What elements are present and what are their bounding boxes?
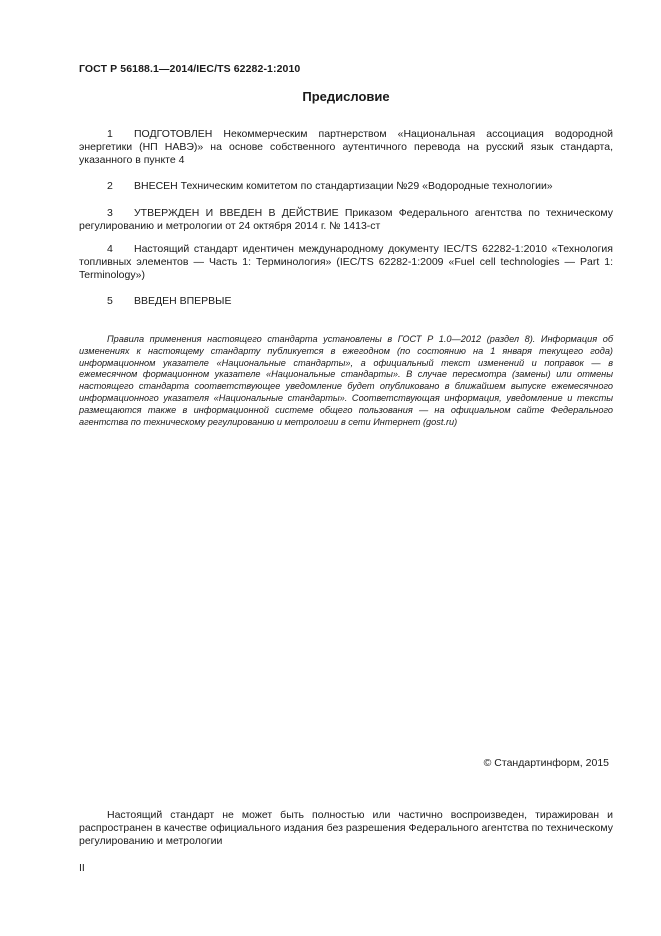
page-number: II — [79, 862, 85, 874]
page-title: Предисловие — [302, 89, 390, 104]
legal-paragraph: Настоящий стандарт не может быть полностью или частично воспроизведен, тиражирован и распространен в качестве официального издания без разрешения Федерального агентства по техническому регулированию и метрологии — [79, 809, 613, 847]
item-number: 2 — [107, 180, 113, 192]
copyright-text: © Стандартинформ, 2015 — [483, 757, 609, 769]
notice-paragraph: Правила применения настоящего стандарта установлены в ГОСТ Р 1.0—2012 (раздел 8). Информация об изменениях к настоящему стандарту публикуется в ежегодном (по состоянию на 1 января текущего года) информационном указателе «Национальные стандарты», а официальный текст изменений и поправок — в ежемесячном формационном указателе «Национальные стандарты». В случае пересмотра (замены) или отмены настоящего стандарта соответствующее уведомление будет опубликовано в ближайшем выпуске ежемесячного информационного указателя «Национальные стандарты». Соответствующая информация, уведомление и тексты размещаются также в информационной системе общего пользования — на официальном сайте Федерального агентства по техническому регулированию и метрологии в сети Интернет (gost.ru) — [79, 334, 613, 427]
list-item — [79, 295, 613, 308]
item-number: 5 — [107, 295, 113, 307]
item-text: УТВЕРЖДЕН И ВВЕДЕН В ДЕЙСТВИЕ Приказом Федерального агентства по техническому регулированию и метрологии от 24 октября 2014 г. № 1413-ст — [79, 207, 613, 232]
list-item — [79, 128, 613, 167]
item-text: ПОДГОТОВЛЕН Некоммерческим партнерством «Национальная ассоциация водородной энергетики (НП НАВЭ)» на основе собственного аутентичного перевода на русский язык стандарта, указанного в пункте 4 — [79, 128, 613, 166]
list-item — [79, 180, 613, 193]
item-number: 3 — [107, 207, 113, 219]
item-text: Настоящий стандарт идентичен международному документу IEC/TS 62282-1:2010 «Технология топливных элементов — Часть 1: Терминология» (IEC/TS 62282-1:2009 «Fuel cell technologies — Part 1: Terminology») — [79, 243, 613, 281]
item-number: 1 — [107, 128, 113, 140]
item-number: 4 — [107, 243, 113, 255]
item-text: ВВЕДЕН ВПЕРВЫЕ — [134, 295, 232, 307]
item-text: ВНЕСЕН Техническим комитетом по стандартизации №29 «Водородные технологии» — [134, 180, 553, 192]
list-item — [79, 243, 613, 282]
document-code: ГОСТ Р 56188.1—2014/IEC/TS 62282-1:2010 — [79, 63, 301, 75]
list-item — [79, 207, 613, 233]
